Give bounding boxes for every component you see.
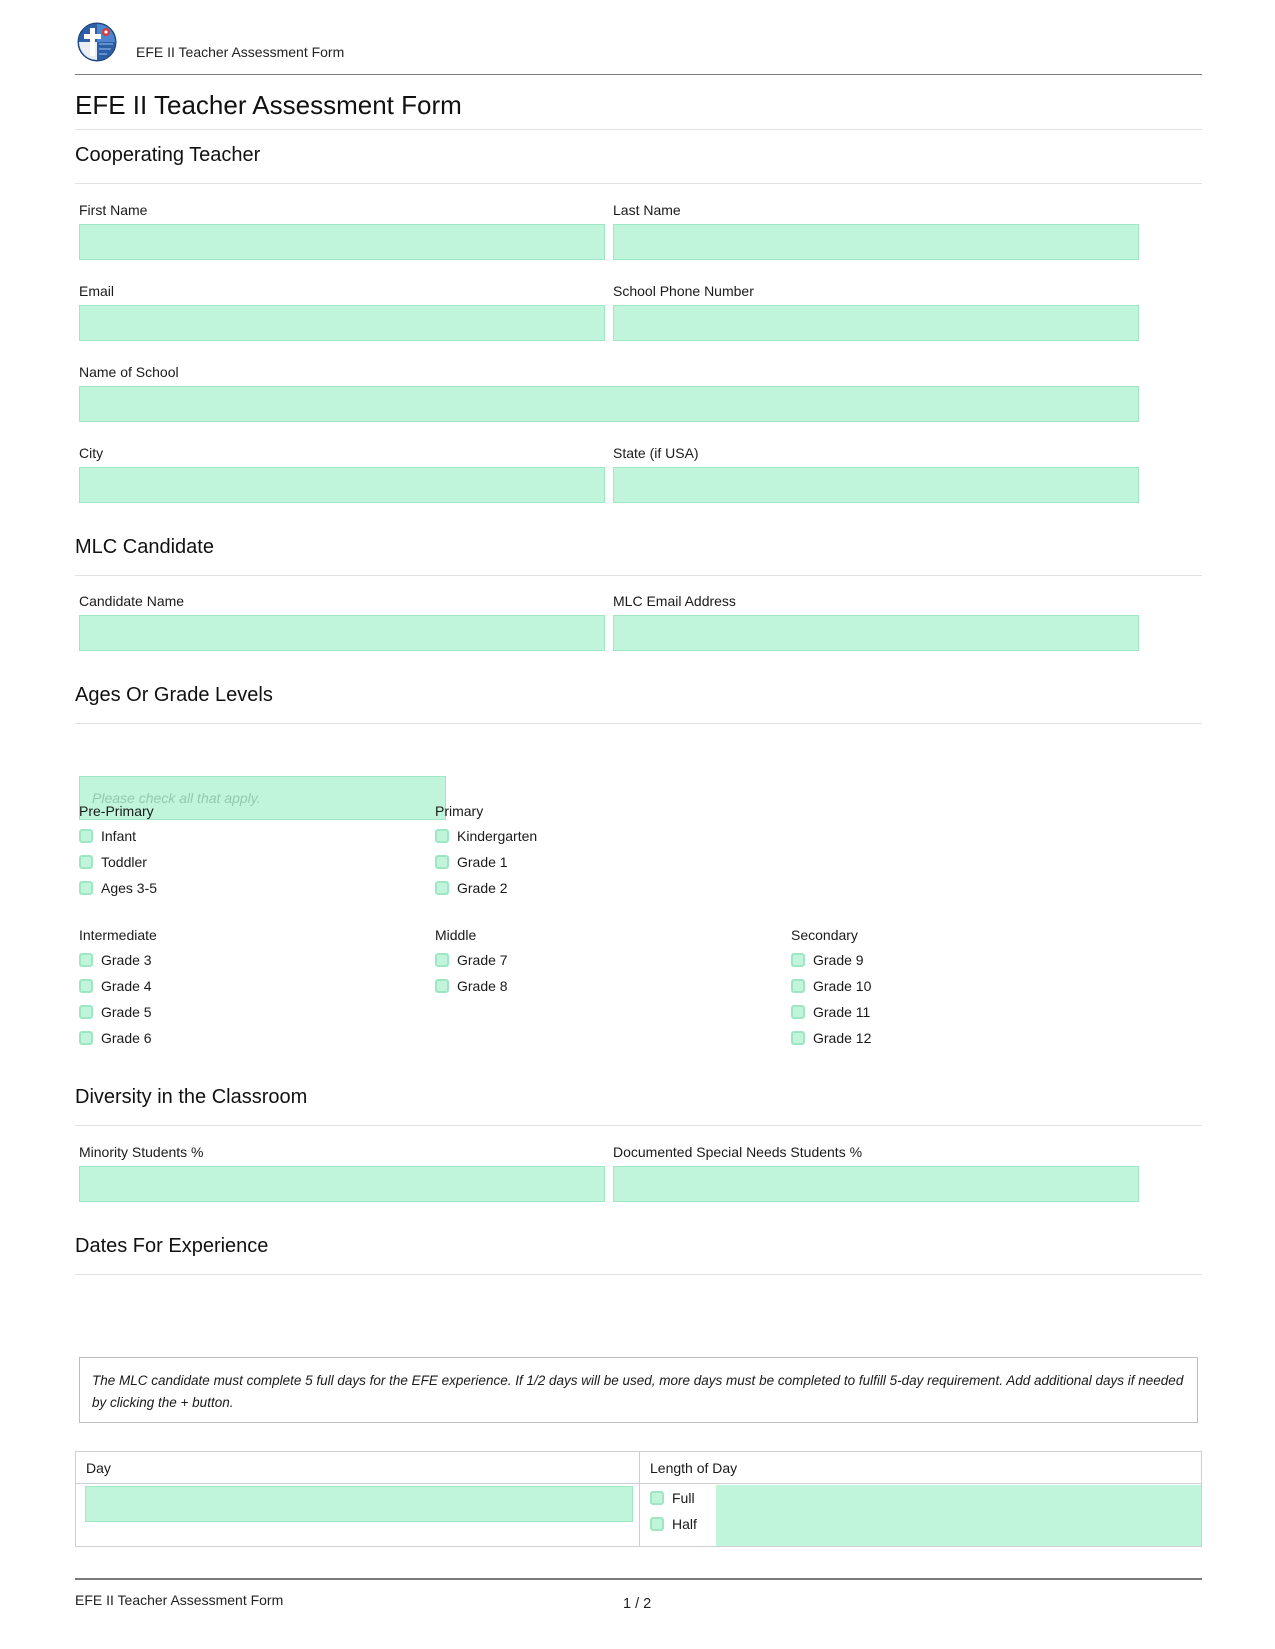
checkbox-label: Grade 11 <box>813 1004 871 1020</box>
checkbox-box[interactable] <box>435 953 449 967</box>
seal-logo-icon <box>77 22 117 62</box>
checkbox-box[interactable] <box>435 829 449 843</box>
checkbox-box[interactable] <box>791 1031 805 1045</box>
footer-title: EFE II Teacher Assessment Form <box>75 1592 284 1608</box>
checkbox-label: Full <box>672 1490 695 1506</box>
check-all-note: Please check all that apply. <box>79 776 446 820</box>
dates-info-box: The MLC candidate must complete 5 full days for the EFE experience. If 1/2 days will be used, more days must be completed to fulfill 5-day requirement. Add additional days if needed by clicking the + button. <box>79 1357 1198 1423</box>
phone-label: School Phone Number <box>613 283 754 299</box>
checkbox-label: Grade 3 <box>101 952 152 968</box>
candidate-name-field[interactable] <box>79 615 605 651</box>
checkbox-box[interactable] <box>435 881 449 895</box>
day-field[interactable] <box>85 1486 633 1522</box>
length-fill-area[interactable] <box>716 1485 1201 1546</box>
checkbox-label: Grade 12 <box>813 1030 872 1046</box>
checkbox-label: Grade 1 <box>457 854 508 870</box>
checkbox-label: Grade 7 <box>457 952 508 968</box>
state-label: State (if USA) <box>613 445 699 461</box>
checkbox-box[interactable] <box>79 979 93 993</box>
group-primary-title: Primary <box>435 803 484 819</box>
checkbox-box[interactable] <box>79 1005 93 1019</box>
first-name-field[interactable] <box>79 224 605 260</box>
checkbox-box[interactable] <box>791 979 805 993</box>
group-pre-primary-title: Pre-Primary <box>79 803 154 819</box>
footer-rule <box>75 1578 1202 1580</box>
checkbox-label: Infant <box>101 828 137 844</box>
email-label: Email <box>79 283 115 299</box>
checkbox-label: Grade 4 <box>101 978 152 994</box>
checkbox-label: Toddler <box>101 854 147 870</box>
checkbox-label: Grade 10 <box>813 978 872 994</box>
group-intermediate-title: Intermediate <box>79 927 157 943</box>
special-needs-field[interactable] <box>613 1166 1139 1202</box>
form-title: EFE II Teacher Assessment Form <box>75 90 1202 130</box>
special-needs-label: Documented Special Needs Students % <box>613 1144 863 1160</box>
checkbox-label: Grade 8 <box>457 978 508 994</box>
checkbox-box[interactable] <box>791 1005 805 1019</box>
table-divider <box>76 1483 1201 1484</box>
section-grade-levels: Ages Or Grade Levels <box>75 684 1202 724</box>
mlc-email-label: MLC Email Address <box>613 593 736 609</box>
page-header <box>75 20 1202 75</box>
city-field[interactable] <box>79 467 605 503</box>
group-secondary-title: Secondary <box>791 927 858 943</box>
checkbox-box[interactable] <box>79 881 93 895</box>
day-header: Day <box>86 1460 111 1476</box>
checkbox-box[interactable] <box>435 855 449 869</box>
checkbox-box[interactable] <box>79 1031 93 1045</box>
section-diversity: Diversity in the Classroom <box>75 1086 1202 1126</box>
email-field[interactable] <box>79 305 605 341</box>
checkbox-box[interactable] <box>650 1517 664 1531</box>
candidate-name-label: Candidate Name <box>79 593 185 609</box>
checkbox-box[interactable] <box>79 953 93 967</box>
city-label: City <box>79 445 104 461</box>
checkbox-label: Half <box>672 1516 697 1532</box>
mlc-email-field[interactable] <box>613 615 1139 651</box>
checkbox-label: Grade 6 <box>101 1030 152 1046</box>
last-name-label: Last Name <box>613 202 681 218</box>
checkbox-label: Grade 5 <box>101 1004 152 1020</box>
dates-table <box>75 1451 1202 1547</box>
school-field[interactable] <box>79 386 1139 422</box>
section-mlc-candidate: MLC Candidate <box>75 536 1202 576</box>
checkbox-label: Kindergarten <box>457 828 538 844</box>
checkbox-box[interactable] <box>79 855 93 869</box>
table-divider <box>639 1452 640 1546</box>
school-label: Name of School <box>79 364 179 380</box>
last-name-field[interactable] <box>613 224 1139 260</box>
group-middle-title: Middle <box>435 927 477 943</box>
minority-label: Minority Students % <box>79 1144 204 1160</box>
page-number: 1 / 2 <box>623 1596 652 1612</box>
section-cooperating-teacher: Cooperating Teacher <box>75 144 1202 184</box>
section-dates: Dates For Experience <box>75 1235 1202 1275</box>
checkbox-box[interactable] <box>79 829 93 843</box>
checkbox-label: Ages 3-5 <box>101 880 158 896</box>
checkbox-box[interactable] <box>435 979 449 993</box>
checkbox-label: Grade 2 <box>457 880 508 896</box>
checkbox-box[interactable] <box>791 953 805 967</box>
length-header: Length of Day <box>650 1460 738 1476</box>
state-field[interactable] <box>613 467 1139 503</box>
phone-field[interactable] <box>613 305 1139 341</box>
checkbox-label: Grade 9 <box>813 952 864 968</box>
minority-field[interactable] <box>79 1166 605 1202</box>
header-title: EFE II Teacher Assessment Form <box>136 44 345 60</box>
checkbox-box[interactable] <box>650 1491 664 1505</box>
first-name-label: First Name <box>79 202 148 218</box>
